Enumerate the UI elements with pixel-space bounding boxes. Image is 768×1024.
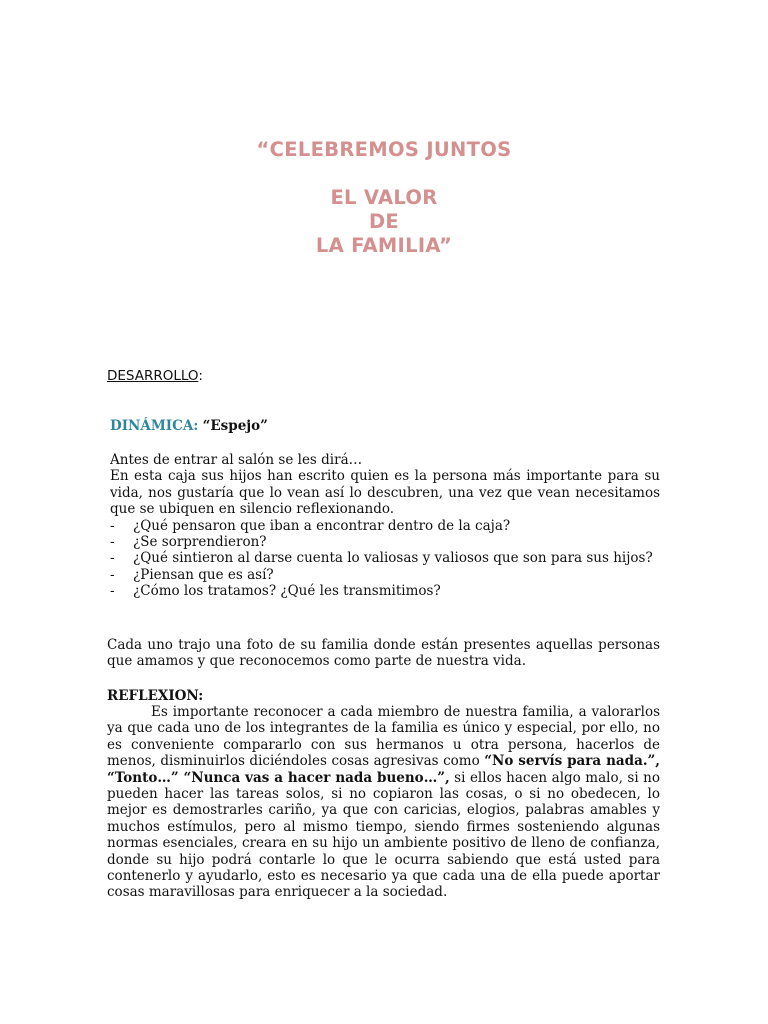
list-dash: - xyxy=(110,566,115,583)
dinamica-label: DINÁMICA: xyxy=(110,418,199,434)
desarrollo-colon: : xyxy=(198,368,203,384)
list-item xyxy=(110,567,660,583)
photo-paragraph: Cada uno trajo una foto de su familia donde están presentes aquellas personas que amamos y que reconocemos como parte de nuestra vida. xyxy=(107,637,660,670)
question-text: ¿Se sorprendieron? xyxy=(133,534,267,551)
intro-section xyxy=(110,452,660,600)
reflexion-bold-quotes: “No servís para nada.”, “Tonto…” “Nunca vas a hacer nada bueno…”, xyxy=(107,753,660,786)
desarrollo-heading xyxy=(107,368,203,384)
reflexion-section xyxy=(107,704,660,901)
title-line-3: DE xyxy=(368,210,400,233)
title-line-2: EL VALOR xyxy=(330,186,438,209)
document-title xyxy=(0,138,768,258)
reflexion-title: REFLEXION: xyxy=(107,688,204,704)
intro-line: Antes de entrar al salón se les dirá… xyxy=(110,452,363,468)
reflexion-paragraph xyxy=(107,704,660,901)
list-dash: - xyxy=(110,517,115,534)
dinamica-heading xyxy=(110,418,268,434)
reflexion-text-1: Es importante reconocer a cada miembro de nuestra familia, a valorarlos ya que cada uno de los integrantes de la familia es único y especial, por ello, no es conveniente compararlo con sus hermanos u otra persona, hacerlos de menos, disminuirlos diciéndoles cosas agresivas como xyxy=(107,704,660,770)
title-line-1: “CELEBREMOS JUNTOS xyxy=(256,138,512,161)
title-line-4: LA FAMILIA” xyxy=(315,234,453,257)
list-dash: - xyxy=(110,550,115,567)
list-item xyxy=(110,534,660,550)
list-item xyxy=(110,518,660,534)
list-dash: - xyxy=(110,583,115,600)
desarrollo-label: DESARROLLO xyxy=(107,368,199,384)
list-dash: - xyxy=(110,534,115,551)
question-text: ¿Qué pensaron que iban a encontrar dentro de la caja? xyxy=(133,517,511,534)
photo-section xyxy=(107,637,660,670)
question-list xyxy=(110,518,660,600)
question-text: ¿Cómo los tratamos? ¿Qué les transmitimos? xyxy=(133,583,441,600)
reflexion-text-2: si ellos hacen algo malo, si no pueden hacer las tareas solos, si no copiaron las cosas, o si no obedecen, lo mejor es demostrarles cariño, ya que con caricias, elogios, palabras amables y muchos estímulos, pero al mismo tiempo, siendo firmes sosteniendo algunas normas esenciales, creara en su hijo un ambiente positivo de lleno de confianza, donde su hijo podrá contarle lo que le ocurra sabiendo que está usted para contenerlo y ayudarlo, esto es necesario ya que cada una de ella puede aportar cosas maravillosas para enriquecer a la sociedad. xyxy=(107,769,660,901)
list-item xyxy=(110,550,660,566)
question-text: ¿Qué sintieron al darse cuenta lo valiosas y valiosos que son para sus hijos? xyxy=(133,550,653,567)
dinamica-value: “Espejo” xyxy=(202,418,268,434)
list-item xyxy=(110,583,660,599)
intro-paragraph: En esta caja sus hijos han escrito quien es la persona más importante para su vida, nos gustaría que lo vean así lo descubren, una vez que vean necesitamos que se ubiquen en silencio reflexionando. xyxy=(110,468,660,518)
question-text: ¿Piensan que es así? xyxy=(133,566,274,583)
